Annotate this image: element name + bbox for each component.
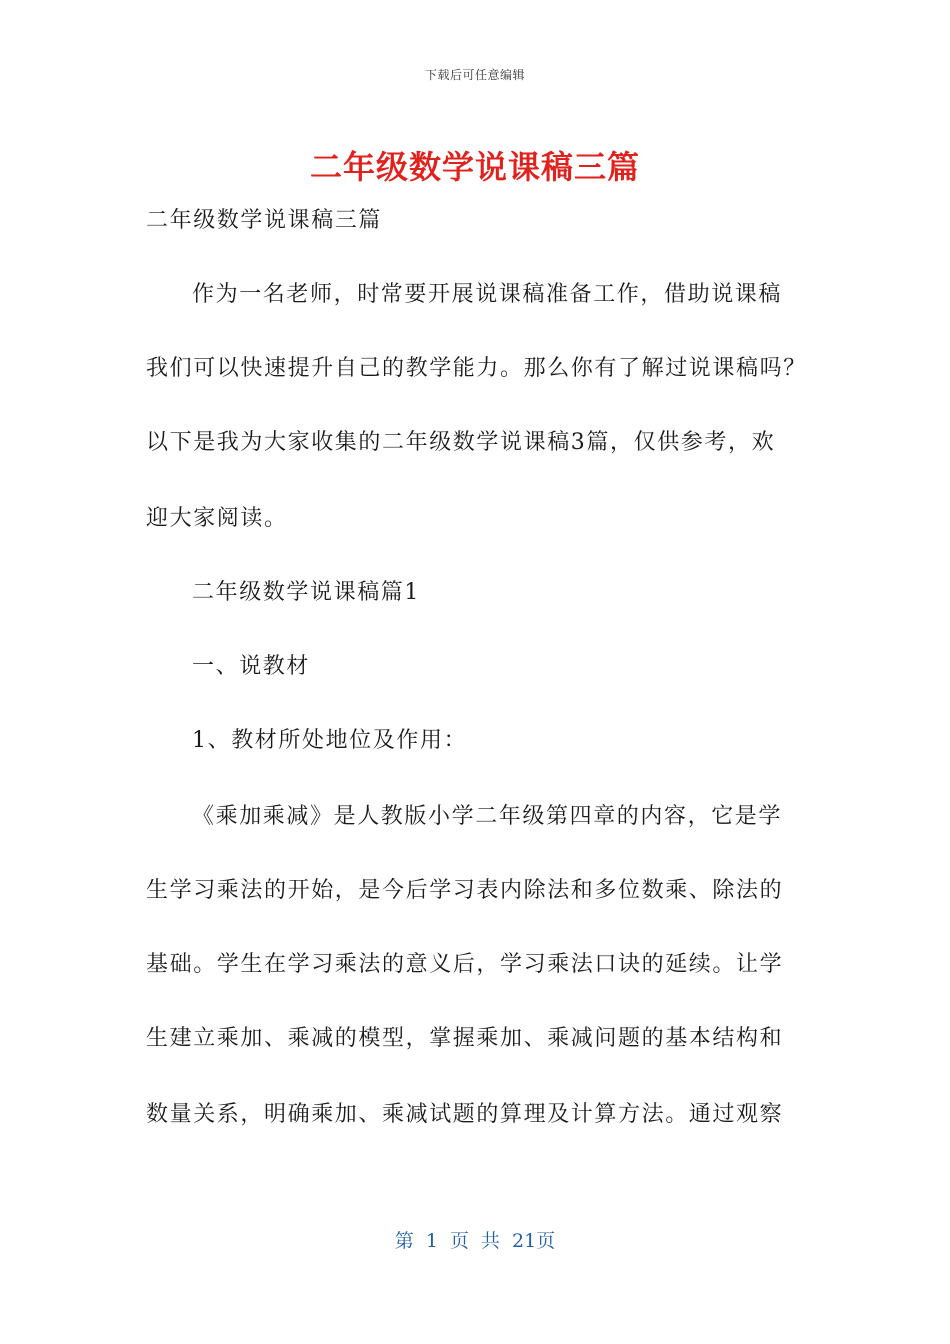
content-line-5: 数量关系，明确乘加、乘减试题的算理及计算方法。通过观察 — [146, 1102, 784, 1127]
document-title: 二年级数学说课稿三篇 — [309, 148, 640, 186]
content-line-3: 基础。学生在学习乘法的意义后，学习乘法口诀的延续。让学 — [146, 952, 784, 977]
content-line-1: 《乘加乘减》是人教版小学二年级第四章的内容，它是学 — [192, 804, 783, 829]
intro-line-4: 迎大家阅读。 — [146, 506, 288, 531]
page-number-footer: 第 1 页 共 21页 — [394, 1230, 556, 1252]
content-line-4: 生建立乘加、乘减的模型，掌握乘加、乘减问题的基本结构和 — [146, 1026, 784, 1051]
intro-line-2: 我们可以快速提升自己的教学能力。那么你有了解过说课稿吗？ — [146, 356, 807, 381]
section-heading: 二年级数学说课稿篇1 — [192, 580, 420, 605]
intro-line-1: 作为一名老师，时常要开展说课稿准备工作，借助说课稿 — [192, 282, 783, 307]
intro-line-3: 以下是我为大家收集的二年级数学说课稿3篇，仅供参考，欢 — [146, 430, 776, 455]
item-heading: 1、教材所处地位及作用： — [192, 728, 468, 753]
part-heading: 一、说教材 — [192, 654, 311, 679]
document-subtitle: 二年级数学说课稿三篇 — [146, 208, 383, 233]
content-line-2: 生学习乘法的开始，是今后学习表内除法和多位数乘、除法的 — [146, 878, 784, 903]
page-header-note: 下载后可任意编辑 — [424, 68, 525, 82]
